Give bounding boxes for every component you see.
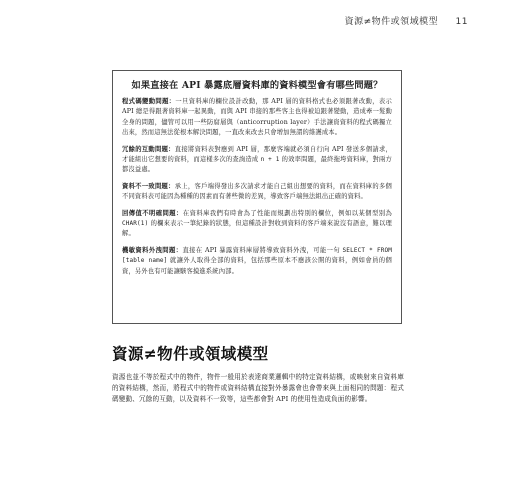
sidebar-box — [112, 70, 402, 324]
sidebar-item-text: 承上，客戶端得發出多次請求才能自己組出想要的資料，而在資料庫的多個不同資料表可能因為種種的因素而有著些微的差異，導致客戶端無法組出正確的資料。 — [122, 182, 393, 201]
inline-code: SELECT * FROM [table name] — [122, 246, 392, 265]
sidebar-item-term: 資料不一致問題： — [122, 182, 175, 190]
sidebar-item-ambiguous-return — [122, 209, 392, 240]
sidebar-item-term: 機敏資料外洩問題： — [122, 246, 183, 254]
section-body: 資源也並不等於程式中的物件，物件一般用於表達商業邏輯中的特定資料結構，或映射來自資料庫的資料結構，然而，將程式中的物件或資料結構直接對外暴露會也會帶來與上面相同的問題：程式碼變動、冗餘的互動，以及資料不一致等，這些都會對 API 的使用性造成負面的影響。 — [112, 373, 404, 403]
page-number: 11 — [455, 17, 468, 27]
sidebar-item-term: 程式碼變動問題： — [122, 98, 176, 105]
sidebar-item-text: 在資料庫我們有時會為了性能而規劃出特別的欄位，例如以某個型別為 — [182, 209, 392, 217]
sidebar-item-data-leak — [122, 246, 392, 277]
inline-code: CHAR(1) — [122, 220, 149, 228]
inline-code: n + 1 — [260, 156, 280, 164]
sidebar-item-inconsistency — [122, 182, 392, 203]
sidebar-item-term: 冗餘的互動問題： — [122, 145, 175, 153]
sidebar-item-text: 的欄來表示一筆紀錄的狀態，但這種設計對收到資料的客戶端來說沒有語意，難以理解。 — [122, 220, 392, 238]
sidebar-item-text: 的效率問題，最終拖垮資料庫，對兩方都沒益處。 — [122, 156, 393, 174]
sidebar-item-text: 一旦資料庫的欄位設計改動，那 API 層的資料格式也必須跟著改動，表示 API 總是得跟著資料庫一起異動，而與 API 串接的那些客主也得被迫跟著變動，造成牽一髮動全身的問題，儘管可以用一些防腐層與（anticorruption layer）手法讓資資料的程式碼獨立出來，然而這無法從根本解決問題，一直改來改去只會增加無謂的維護成本。 — [122, 98, 392, 137]
sidebar-item-term: 回傳值不明確問題： — [122, 209, 183, 217]
sidebar-item-text: 就讓外人取得全部的資料，包括那些原本不應該公開的資料，例如會員的個資，另外也有可能讓駭客摸進系統內部。 — [122, 257, 392, 275]
sidebar-title: 如果直接在 API 暴露底層資料庫的資料模型會有哪些問題？ — [131, 80, 383, 91]
running-header — [345, 14, 468, 27]
sidebar-item-text: 直接在 API 暴露資料庫層將導致資料外洩，可能一句 — [182, 246, 343, 254]
section-heading: 資源≠物件或領域模型 — [112, 345, 269, 363]
sidebar-item-text: 直接將資料表對應到 API 層，那麼客端就必須自行向 API 發送多個請求，才能組出它想要的資料，而這樣多次的查詢造成 — [122, 145, 393, 164]
running-title: 資源≠物件或領域模型 — [344, 17, 439, 27]
sidebar-item-code-change — [122, 97, 392, 139]
sidebar-item-redundant-interaction — [122, 145, 392, 176]
